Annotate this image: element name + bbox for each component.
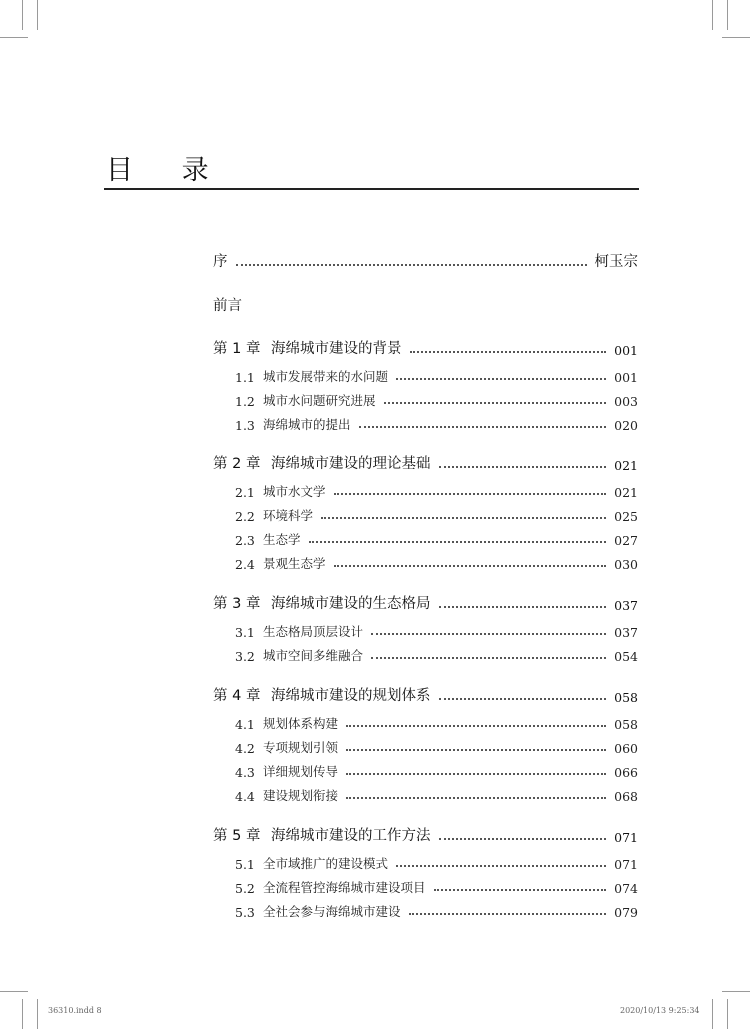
toc-entry-title: 海绵城市建设的规划体系 xyxy=(271,688,431,704)
toc-entry-number: 4.2 xyxy=(235,741,255,756)
toc-entry-page: 037 xyxy=(614,598,638,613)
toc-entry-number: 4.1 xyxy=(235,717,255,732)
toc-entry-number: 第 1 章 xyxy=(213,341,261,357)
crop-mark xyxy=(37,0,38,30)
toc-entry-page: 066 xyxy=(614,765,638,780)
toc-chapter-entry[interactable] xyxy=(213,337,638,358)
page-title: 目 录 xyxy=(106,155,229,186)
toc-section-entry[interactable] xyxy=(213,762,638,780)
toc-entry-page: 071 xyxy=(614,830,638,845)
toc-entry-title: 海绵城市建设的生态格局 xyxy=(271,596,431,612)
toc-entry-title: 序 xyxy=(213,254,228,270)
crop-mark xyxy=(722,991,750,992)
toc-entry[interactable] xyxy=(213,294,638,315)
toc-entry-title: 海绵城市建设的背景 xyxy=(271,341,402,357)
dot-leader xyxy=(410,351,607,353)
dot-leader xyxy=(359,426,607,428)
crop-mark xyxy=(22,0,23,30)
toc-entry-number: 2.3 xyxy=(235,533,255,548)
dot-leader xyxy=(334,565,607,567)
toc-entry-page: 027 xyxy=(614,533,638,548)
title-rule xyxy=(104,188,639,190)
toc-section-entry[interactable] xyxy=(213,878,638,896)
toc-entry-number: 3.1 xyxy=(235,625,255,640)
dot-leader xyxy=(346,773,606,775)
toc-entry-title: 海绵城市建设的理论基础 xyxy=(271,456,431,472)
dot-leader xyxy=(236,264,587,266)
footer-timestamp: 2020/10/13 9:25:34 xyxy=(620,1006,700,1015)
dot-leader xyxy=(396,865,606,867)
toc-section-entry[interactable] xyxy=(213,902,638,920)
toc-entry-page: 025 xyxy=(614,509,638,524)
toc-entry-page: 074 xyxy=(614,881,638,896)
toc-chapter-entry[interactable] xyxy=(213,452,638,473)
toc-entry-number: 第 2 章 xyxy=(213,456,261,472)
toc-entry-title: 详细规划传导 xyxy=(263,764,339,779)
crop-mark xyxy=(727,0,728,30)
toc-section-entry[interactable] xyxy=(213,738,638,756)
toc-entry-title: 建设规划衔接 xyxy=(263,788,339,803)
toc-entry-title: 城市水文学 xyxy=(263,484,326,499)
toc-entry-page: 060 xyxy=(614,741,638,756)
dot-leader xyxy=(321,517,606,519)
toc-entry-title: 规划体系构建 xyxy=(263,716,339,731)
toc-chapter-entry[interactable] xyxy=(213,684,638,705)
toc-entry-title: 城市水问题研究进展 xyxy=(263,393,376,408)
toc-entry-page: 003 xyxy=(614,394,638,409)
toc-section-entry[interactable] xyxy=(213,391,638,409)
toc-section-entry[interactable] xyxy=(213,786,638,804)
toc-chapter-entry[interactable] xyxy=(213,592,638,613)
toc-entry-page: 058 xyxy=(614,717,638,732)
toc-entry-number: 第 4 章 xyxy=(213,688,261,704)
toc-entry-page: 079 xyxy=(614,905,638,920)
toc-entry-number: 2.4 xyxy=(235,557,255,572)
dot-leader xyxy=(439,466,607,468)
toc-section-entry[interactable] xyxy=(213,367,638,385)
dot-leader xyxy=(439,606,607,608)
crop-mark xyxy=(722,37,750,38)
toc-section-entry[interactable] xyxy=(213,854,638,872)
dot-leader xyxy=(371,633,606,635)
toc-entry-number: 3.2 xyxy=(235,649,255,664)
dot-leader xyxy=(309,541,607,543)
crop-mark xyxy=(712,0,713,30)
dot-leader xyxy=(434,889,607,891)
toc-section-entry[interactable] xyxy=(213,554,638,572)
dot-leader xyxy=(439,838,607,840)
toc-section-entry[interactable] xyxy=(213,622,638,640)
dot-leader xyxy=(384,402,607,404)
crop-mark xyxy=(22,999,23,1029)
toc-entry-page: 柯玉宗 xyxy=(594,254,638,270)
toc-entry-number: 1.1 xyxy=(235,370,255,385)
toc-entry-page: 021 xyxy=(614,485,638,500)
toc-entry-title: 生态格局顶层设计 xyxy=(263,624,364,639)
dot-leader xyxy=(409,913,607,915)
toc-entry-title: 海绵城市的提出 xyxy=(263,417,351,432)
toc-section-entry[interactable] xyxy=(213,646,638,664)
toc-entry-title: 海绵城市建设的工作方法 xyxy=(271,828,431,844)
toc-entry-number: 5.3 xyxy=(235,905,255,920)
crop-mark xyxy=(37,999,38,1029)
dot-leader xyxy=(346,797,606,799)
toc-section-entry[interactable] xyxy=(213,714,638,732)
toc-entry-page: 058 xyxy=(614,690,638,705)
toc-entry-page: 001 xyxy=(614,370,638,385)
toc-entry-title: 全流程管控海绵城市建设项目 xyxy=(263,880,426,895)
toc-entry-title: 景观生态学 xyxy=(263,556,326,571)
crop-mark xyxy=(0,37,28,38)
toc-entry-page: 020 xyxy=(614,418,638,433)
toc-entry-title: 全市域推广的建设模式 xyxy=(263,856,389,871)
toc-entry-page: 054 xyxy=(614,649,638,664)
toc-entry-title: 生态学 xyxy=(263,532,301,547)
toc-entry-title: 环境科学 xyxy=(263,508,314,523)
dot-leader xyxy=(396,378,606,380)
crop-mark xyxy=(727,999,728,1029)
toc-entry-title: 全社会参与海绵城市建设 xyxy=(263,904,401,919)
toc-entry-number: 第 5 章 xyxy=(213,828,261,844)
toc-entry-page: 001 xyxy=(614,343,638,358)
toc-entry-number: 4.4 xyxy=(235,789,255,804)
toc-section-entry[interactable] xyxy=(213,506,638,524)
toc-entry-number: 5.1 xyxy=(235,857,255,872)
toc-entry-page: 021 xyxy=(614,458,638,473)
toc-entry-number: 4.3 xyxy=(235,765,255,780)
toc-chapter-entry[interactable] xyxy=(213,824,638,845)
toc-entry-number: 2.1 xyxy=(235,485,255,500)
toc-entry-title: 城市发展带来的水问题 xyxy=(263,369,389,384)
dot-leader xyxy=(439,698,607,700)
dot-leader xyxy=(346,725,606,727)
toc-entry-title: 前言 xyxy=(213,298,242,314)
dot-leader xyxy=(371,657,606,659)
toc-entry-number: 1.3 xyxy=(235,418,255,433)
toc-entry-number: 第 3 章 xyxy=(213,596,261,612)
toc-section-entry[interactable] xyxy=(213,415,638,433)
toc-section-entry[interactable] xyxy=(213,482,638,500)
crop-mark xyxy=(712,999,713,1029)
toc-entry-title: 城市空间多维融合 xyxy=(263,648,364,663)
crop-mark xyxy=(0,991,28,992)
toc-section-entry[interactable] xyxy=(213,530,638,548)
toc-entry-number: 2.2 xyxy=(235,509,255,524)
toc-entry-page: 071 xyxy=(614,857,638,872)
toc-entry[interactable] xyxy=(213,250,638,271)
dot-leader xyxy=(334,493,607,495)
toc-entry-title: 专项规划引领 xyxy=(263,740,339,755)
toc-entry-page: 030 xyxy=(614,557,638,572)
dot-leader xyxy=(346,749,606,751)
toc-entry-page: 037 xyxy=(614,625,638,640)
toc-entry-number: 1.2 xyxy=(235,394,255,409)
footer-file: 36310.indd 8 xyxy=(48,1006,102,1015)
toc-entry-number: 5.2 xyxy=(235,881,255,896)
toc-entry-page: 068 xyxy=(614,789,638,804)
